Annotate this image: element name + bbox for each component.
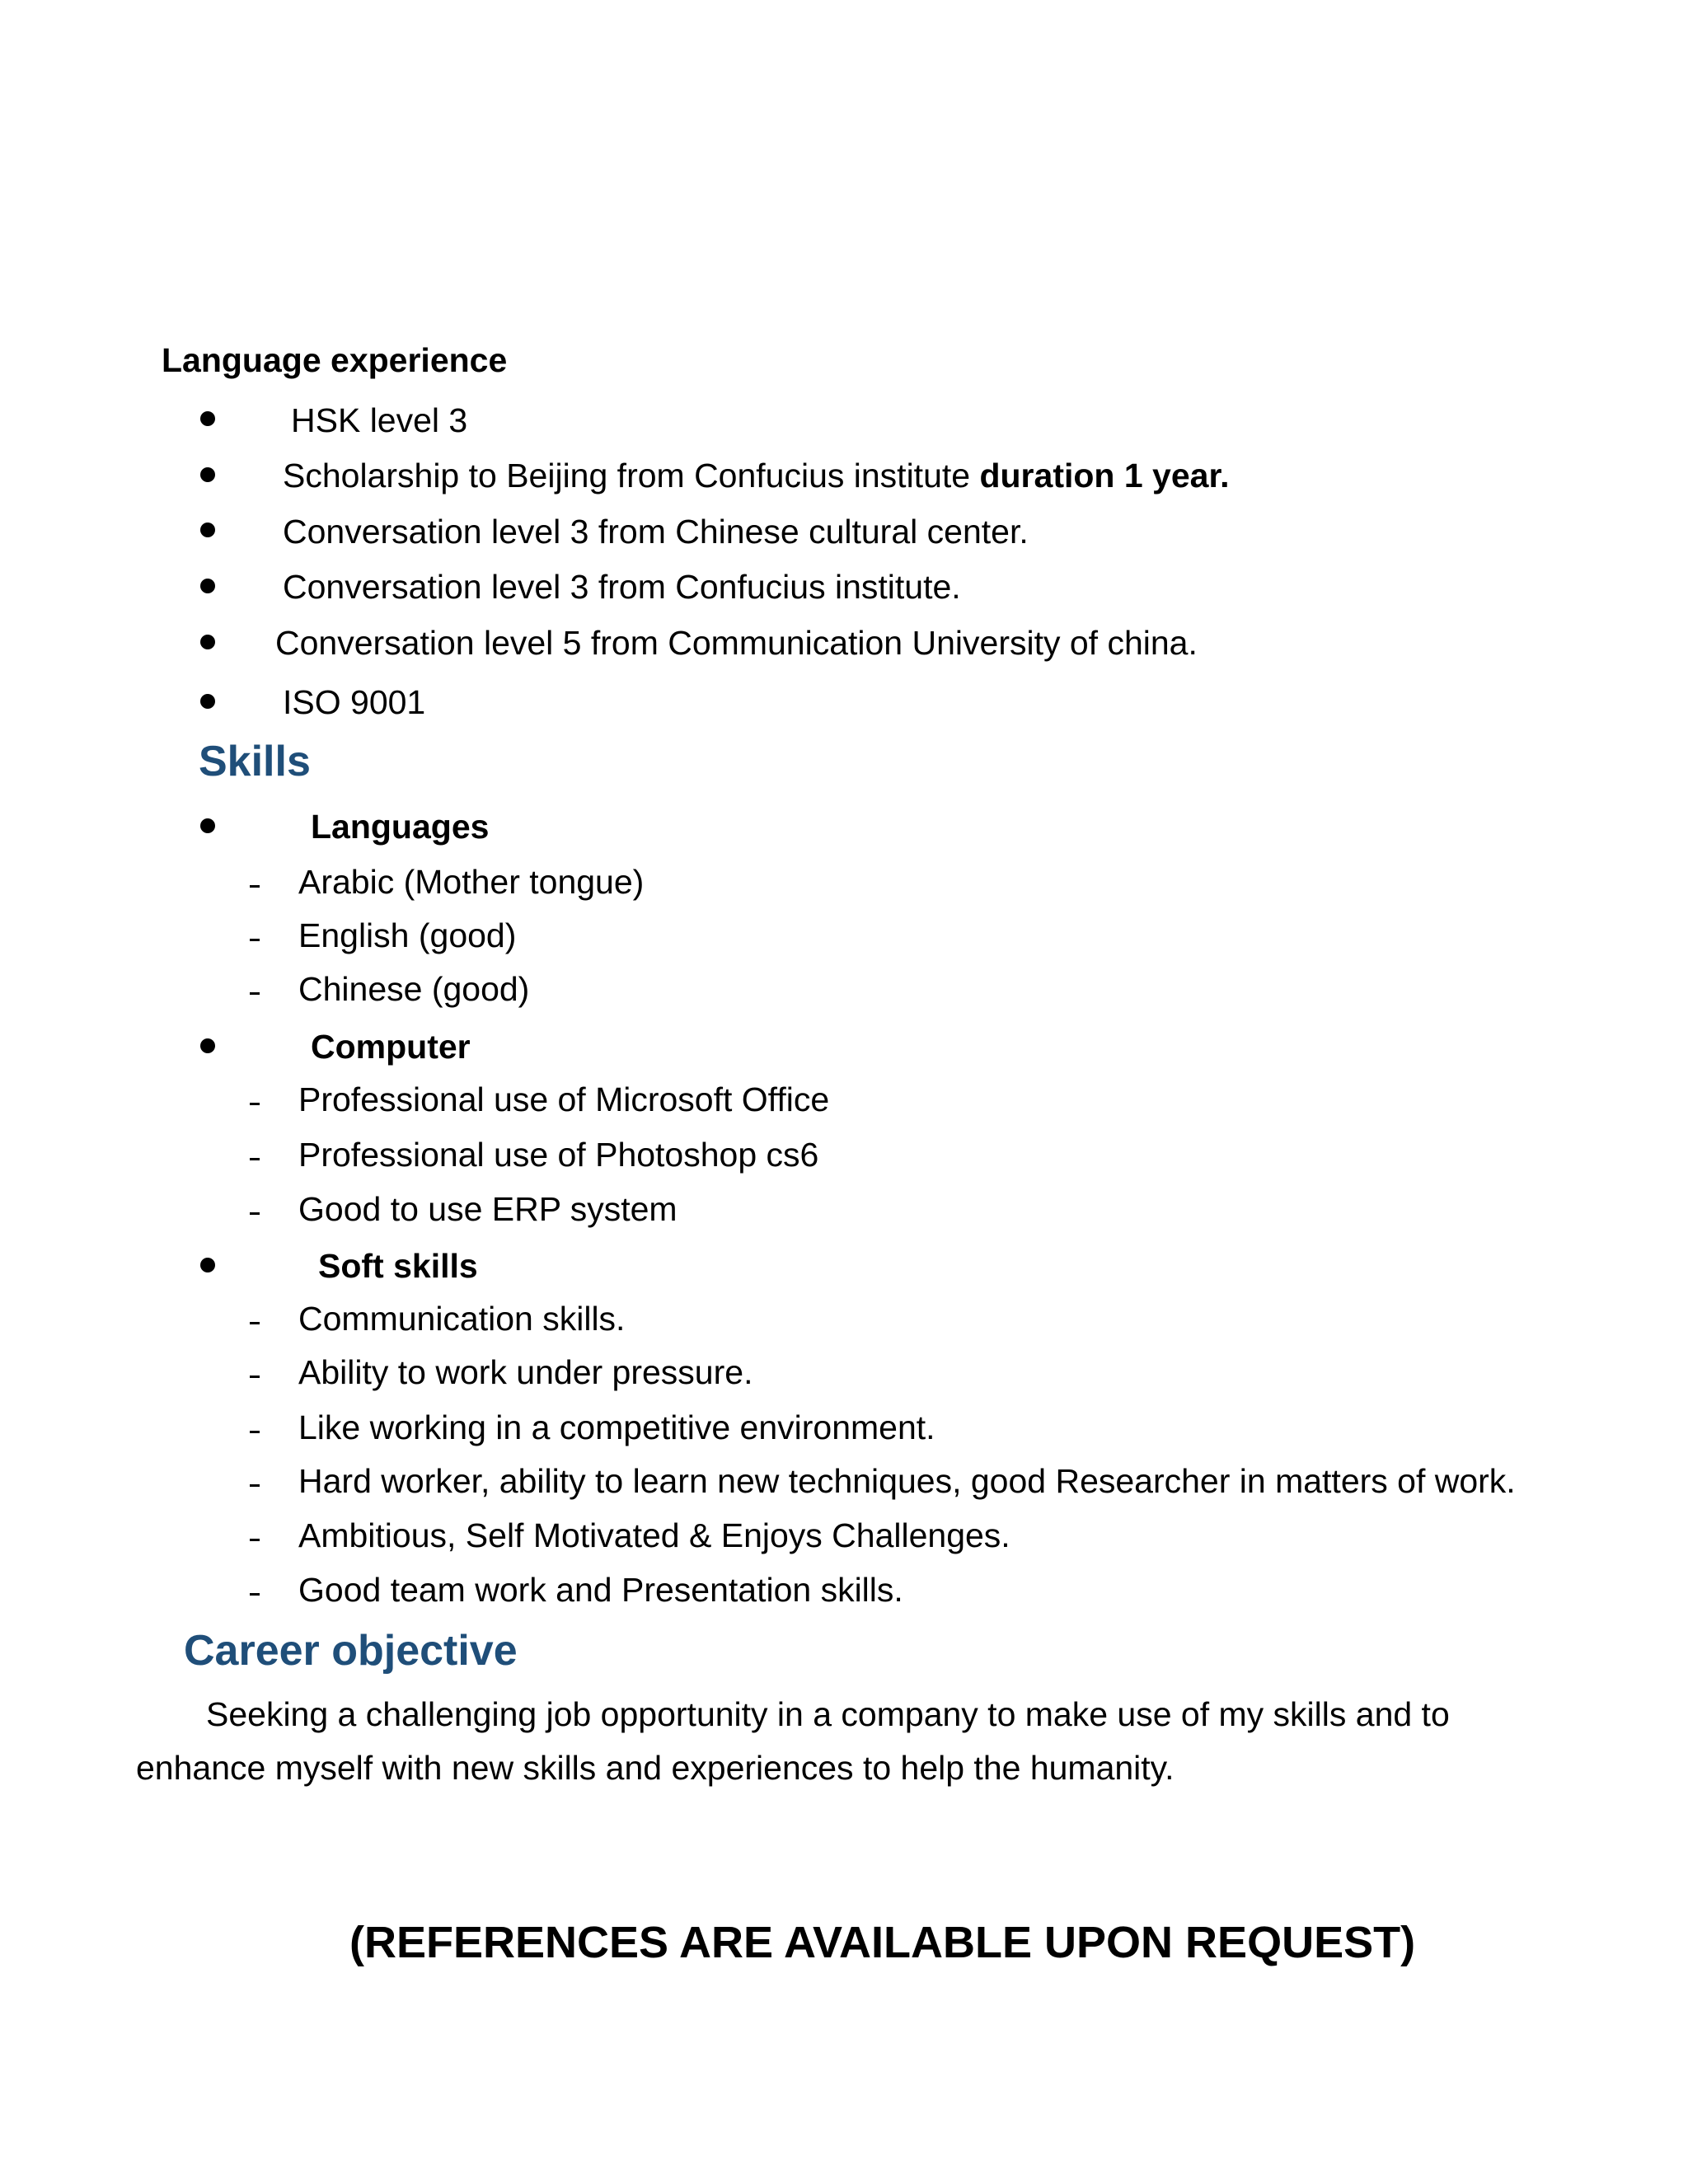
bullet-icon bbox=[200, 579, 215, 593]
skills-item: Ambitious, Self Motivated & Enjoys Challenges. bbox=[298, 1516, 1010, 1554]
skills-group-label: Languages bbox=[311, 808, 490, 846]
bullet-icon bbox=[200, 523, 215, 537]
language-item bbox=[283, 459, 1230, 493]
dash-icon bbox=[250, 992, 260, 995]
language-item-text: Conversation level 3 from Confucius institute. bbox=[283, 568, 961, 606]
skills-group-label: Soft skills bbox=[318, 1247, 478, 1285]
references-note: (REFERENCES ARE AVAILABLE UPON REQUEST) bbox=[349, 1918, 1416, 1967]
language-item-text: Conversation level 3 from Chinese cultural center. bbox=[283, 513, 1029, 551]
bullet-icon bbox=[200, 818, 215, 833]
bullet-icon bbox=[200, 694, 215, 709]
dash-icon bbox=[250, 1484, 260, 1487]
language-item-text: HSK level 3 bbox=[291, 401, 468, 439]
language-item-text: Scholarship to Beijing from Confucius institute bbox=[283, 457, 980, 494]
career-objective-line-1: Seeking a challenging job opportunity in a company to make use of my skills and to bbox=[206, 1695, 1450, 1733]
skills-item: Hard worker, ability to learn new techniques, good Researcher in matters of work. bbox=[298, 1462, 1516, 1500]
dash-icon bbox=[250, 1593, 260, 1596]
dash-icon bbox=[250, 1376, 260, 1378]
dash-icon bbox=[250, 1103, 260, 1105]
dash-icon bbox=[250, 1539, 260, 1541]
dash-icon bbox=[250, 885, 260, 888]
language-item bbox=[283, 570, 961, 604]
career-objective-title: Career objective bbox=[184, 1627, 518, 1675]
dash-icon bbox=[250, 1322, 260, 1324]
skills-item: Professional use of Microsoft Office bbox=[298, 1080, 830, 1118]
language-item-bold-suffix: duration 1 year. bbox=[979, 457, 1230, 494]
language-item bbox=[291, 401, 468, 439]
skills-item: Good team work and Presentation skills. bbox=[298, 1571, 903, 1609]
skills-item: English (good) bbox=[298, 916, 517, 954]
language-item bbox=[275, 626, 1198, 660]
skills-item: Chinese (good) bbox=[298, 970, 530, 1008]
language-experience-heading: Language experience bbox=[162, 341, 508, 379]
language-item bbox=[283, 515, 1029, 549]
language-item bbox=[283, 683, 426, 721]
dash-icon bbox=[250, 939, 260, 941]
language-item-text: Conversation level 5 from Communication University of china. bbox=[275, 624, 1198, 662]
dash-icon bbox=[250, 1431, 260, 1433]
bullet-icon bbox=[200, 467, 215, 482]
skills-item: Ability to work under pressure. bbox=[298, 1353, 753, 1391]
bullet-icon bbox=[200, 635, 215, 649]
skills-item: Communication skills. bbox=[298, 1300, 626, 1338]
bullet-icon bbox=[200, 411, 215, 426]
skills-item: Arabic (Mother tongue) bbox=[298, 863, 645, 901]
career-objective-line-2: enhance myself with new skills and experiences to help the humanity. bbox=[136, 1749, 1175, 1787]
dash-icon bbox=[250, 1212, 260, 1215]
bullet-icon bbox=[200, 1038, 215, 1053]
bullet-icon bbox=[200, 1258, 215, 1272]
dash-icon bbox=[250, 1158, 260, 1160]
language-item-text: ISO 9001 bbox=[283, 683, 426, 721]
skills-item: Good to use ERP system bbox=[298, 1190, 678, 1228]
skills-group-label: Computer bbox=[311, 1028, 471, 1066]
skills-item: Like working in a competitive environment. bbox=[298, 1408, 935, 1446]
skills-title: Skills bbox=[199, 738, 311, 785]
skills-item: Professional use of Photoshop cs6 bbox=[298, 1136, 819, 1174]
